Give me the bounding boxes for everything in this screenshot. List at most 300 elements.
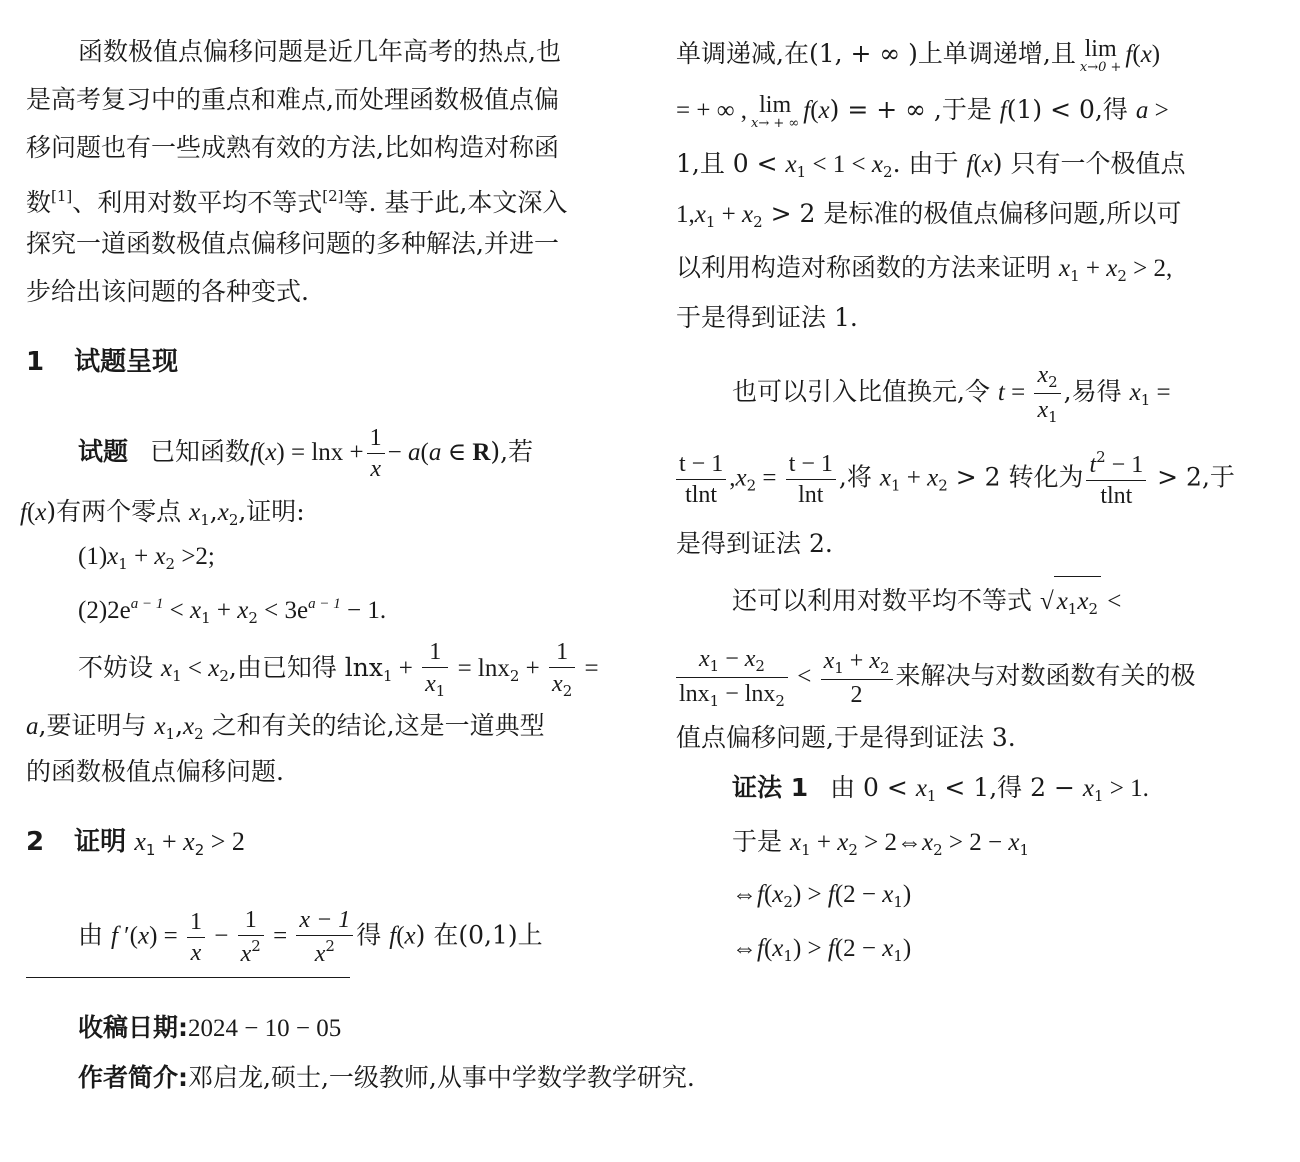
fraction (821, 648, 893, 707)
math: lnx (679, 681, 710, 707)
math: f (827, 881, 835, 908)
subscript: 2 (248, 609, 258, 627)
intro-line-5: 探究一道函数极值点偏移问题的多种解法,并进一 (26, 229, 559, 258)
math: x (137, 922, 150, 950)
math: x (208, 655, 220, 682)
lim-label: lim (1084, 36, 1117, 62)
math: x (154, 713, 166, 740)
subscript: 1 (709, 657, 720, 675)
subscript: 2 (775, 692, 785, 710)
subscript: 2 (194, 725, 204, 743)
math: x (699, 646, 710, 672)
limit (1080, 37, 1122, 74)
math: x (789, 829, 802, 856)
math: ′( (117, 922, 138, 950)
math: ) > (792, 881, 828, 908)
math: + (1079, 255, 1107, 282)
numerator: t − 1 (786, 452, 836, 480)
right-line-11 (676, 646, 1196, 709)
fraction (786, 452, 836, 507)
math: ( (810, 97, 819, 124)
subscript: 1 (118, 555, 128, 573)
text: ,证明: (238, 497, 305, 526)
math: (2)2e (78, 597, 131, 624)
superscript: 2 (251, 937, 261, 955)
math: x (1140, 41, 1152, 68)
subscript: 1 (893, 893, 903, 911)
math: x (404, 922, 416, 950)
math: > 2 − (942, 829, 1009, 856)
denominator (238, 936, 264, 966)
fraction (676, 452, 726, 507)
math: x (425, 671, 436, 697)
math: f (389, 922, 397, 950)
fraction (296, 908, 353, 966)
text: 之和有关的结论,这是一道典型 (203, 711, 545, 740)
subscript: 2 (938, 476, 948, 495)
math: x (1077, 588, 1089, 615)
section-title: 证明 (74, 827, 127, 857)
math: t (1089, 452, 1097, 478)
math: x (772, 881, 784, 908)
fraction (367, 426, 385, 481)
math: x (314, 941, 326, 967)
math: > 1. (1103, 775, 1149, 802)
subscript: 2 (746, 476, 757, 495)
math: < (790, 663, 818, 690)
math: + (127, 543, 155, 570)
text: 等. 基于此,本文深入 (343, 188, 568, 217)
author-info (78, 1054, 695, 1102)
math: ( (420, 439, 429, 466)
numerator (821, 648, 893, 680)
math: ) (902, 935, 912, 962)
subscript: 1 (1093, 787, 1104, 805)
math: x (879, 464, 891, 492)
math: > 2 (204, 827, 245, 856)
denominator: lnt (798, 481, 824, 508)
subscript: 2 (848, 841, 858, 859)
math: ( (763, 881, 773, 908)
math: x (927, 464, 939, 492)
text: ,由已知得 lnx (228, 653, 383, 682)
math: x (915, 775, 927, 802)
limit (751, 93, 799, 130)
math: f (1125, 41, 1133, 68)
subscript: 1 (890, 476, 901, 495)
math: + (210, 597, 238, 624)
right-line-8 (676, 450, 1235, 510)
subscript: 2 (1088, 600, 1098, 618)
text: 不妨设 (78, 653, 161, 682)
intro-line-2: 是高考复习中的重点和难点,而处理函数极值点偏 (26, 85, 559, 114)
footnote-divider (26, 977, 350, 978)
math: x (744, 646, 756, 672)
math: ( (26, 499, 36, 526)
right-line-10 (732, 576, 1121, 633)
math: − (719, 646, 745, 672)
received-value: 2024 − 10 − 05 (188, 1015, 342, 1042)
proof-label: 证法 1 (732, 773, 809, 802)
subscript: 2 (1048, 373, 1058, 391)
superscript: a − 1 (130, 596, 164, 612)
author-label: 作者简介: (78, 1063, 188, 1092)
math: ( (396, 922, 405, 950)
math: x (183, 827, 195, 856)
text: 以利用构造对称函数的方法来证明 (676, 253, 1059, 282)
intro-line-6: 步给出该问题的各种变式. (26, 277, 309, 306)
denominator: x (370, 456, 381, 482)
math: (1) (78, 543, 108, 570)
math: < (181, 655, 209, 682)
fraction (238, 908, 264, 966)
superscript: 2 (1096, 448, 1106, 466)
text: )有两个零点 (46, 497, 190, 526)
math: x (189, 597, 202, 624)
denominator: 2 (850, 682, 863, 708)
section-title: 试题呈现 (74, 347, 179, 377)
math: f (20, 499, 27, 526)
math: x (552, 671, 563, 697)
text: , (209, 497, 218, 526)
math: f (827, 935, 835, 962)
received-date (78, 1004, 341, 1053)
math: x (871, 151, 884, 178)
math: x (1037, 362, 1049, 388)
subscript: 1 (1048, 408, 1058, 426)
text: 由 0 < (830, 773, 916, 802)
right-line-5 (676, 244, 1172, 300)
math: x (921, 829, 934, 856)
numerator: x − 1 (296, 908, 353, 936)
math: < (163, 597, 190, 624)
math: (2 − (834, 881, 883, 908)
numerator: 1 (549, 640, 575, 668)
subscript: 1 (709, 692, 720, 710)
numerator: 1 (238, 908, 264, 936)
math: + (392, 655, 420, 682)
math: f (250, 439, 257, 466)
proof1-line-1 (732, 764, 1149, 820)
text: 已知函数 (150, 437, 251, 466)
math: x (742, 201, 754, 228)
math: ( (973, 151, 982, 178)
sqrt-sign: √ (1039, 588, 1054, 615)
para3-line-3: 的函数极值点偏移问题. (26, 757, 284, 786)
fraction (549, 640, 575, 699)
math: + (155, 827, 184, 856)
math: − lnx (719, 681, 776, 707)
math: > 2, (1126, 255, 1173, 282)
math: x (981, 151, 993, 178)
text: > 2 转化为 (947, 462, 1084, 492)
math: f (110, 922, 118, 950)
math: x (217, 499, 229, 526)
math: x (869, 648, 880, 674)
math: a (1135, 97, 1149, 124)
text: ) 只有一个极值点 (992, 149, 1186, 178)
subscript: 2 (219, 667, 229, 685)
numerator: t − 1 (676, 452, 726, 480)
text: 于是 (732, 827, 790, 856)
math: < 3e (257, 597, 309, 624)
subscript: 1 (435, 682, 446, 700)
denominator: tlnt (685, 481, 718, 508)
math: x (154, 543, 166, 570)
math: ( (1132, 41, 1141, 68)
problem-part-2 (78, 580, 386, 642)
text: 还可以利用对数平均不等式 (732, 586, 1040, 615)
math: x (1008, 829, 1020, 856)
math: ( (256, 439, 266, 466)
subscript: 1 (165, 725, 176, 743)
problem-label: 试题 (78, 437, 129, 466)
denominator (422, 668, 448, 699)
math: ⇔ (732, 881, 757, 908)
math: ) (1151, 41, 1161, 68)
subscript: 2 (879, 659, 890, 677)
section-2-heading (26, 818, 245, 874)
subscript: 1 (200, 511, 210, 529)
math: a (408, 439, 421, 466)
right-line-4 (676, 190, 1181, 246)
para4-line-1 (78, 908, 543, 966)
math: = (1150, 379, 1171, 406)
math: = (578, 655, 599, 682)
math: x (1129, 379, 1141, 406)
section-number: 2 (26, 827, 45, 857)
math: a (26, 713, 39, 740)
math: ⇔ (732, 935, 757, 962)
math: x (237, 597, 249, 624)
subscript: 1 (1067, 600, 1078, 618)
math: f (966, 151, 974, 178)
right-line-2 (676, 86, 1169, 135)
intro-line-3: 移问题也有一些成熟有效的方法,比如构造对称函 (26, 133, 559, 162)
math: = lnx (451, 655, 510, 682)
lim-sub: x→ + ∞ (751, 116, 800, 131)
numerator: 1 (367, 426, 385, 454)
math: < 1 < (806, 151, 872, 178)
math: ) > (792, 935, 828, 962)
numerator (1086, 450, 1146, 481)
text: ) = + ∞ ,于是 (829, 95, 1000, 124)
math: + (900, 464, 928, 492)
received-label: 收稿日期: (78, 1013, 188, 1042)
math: x (1106, 255, 1118, 282)
proof1-line-4 (732, 924, 911, 980)
fraction (187, 910, 205, 965)
math: − (387, 439, 409, 466)
math: f (757, 935, 764, 962)
subscript: 1 (796, 163, 807, 181)
subscript: 1 (926, 787, 937, 805)
lim-sub: x→0 + (1079, 60, 1122, 75)
math: f (999, 97, 1007, 124)
math: + (519, 655, 547, 682)
subscript: 1 (705, 213, 716, 231)
math: x (134, 827, 146, 856)
math: x (183, 713, 195, 740)
math: = (756, 464, 783, 492)
math: x (1056, 588, 1068, 615)
numerator: 1 (187, 910, 205, 938)
text: 1,且 0 < (676, 149, 786, 178)
text: 得 (356, 920, 390, 950)
math: + (843, 648, 870, 674)
subscript: 1 (145, 841, 156, 859)
citation-1[interactable]: [1] (51, 187, 73, 205)
math: f (803, 97, 811, 124)
text: ,要证明与 (38, 711, 155, 740)
math: ) = lnx + (276, 439, 364, 466)
math: x (785, 151, 797, 178)
math: x (265, 439, 277, 466)
math: = (266, 922, 294, 950)
denominator (549, 668, 575, 699)
math: > 2⇔ (857, 829, 922, 856)
section-1-heading (26, 338, 178, 386)
sqrt-content (1054, 576, 1101, 633)
superscript: a − 1 (308, 596, 341, 612)
right-line-9: 是得到证法 2. (676, 529, 833, 558)
denominator (1034, 394, 1060, 425)
math: − 1 (1105, 452, 1144, 478)
subscript: 1 (172, 667, 182, 685)
subscript: 1 (1070, 267, 1080, 285)
citation-2[interactable]: [2] (322, 187, 344, 205)
subscript: 1 (1140, 391, 1151, 409)
math: − (208, 922, 235, 950)
math: ( (763, 935, 773, 962)
text: > 2 是标准的极值点偏移问题,所以可 (762, 199, 1182, 228)
right-line-7 (732, 362, 1171, 425)
text: 、利用对数平均不等式 (72, 188, 323, 217)
math: + (810, 829, 838, 856)
text: 由 (78, 920, 111, 950)
para3-line-1 (78, 640, 599, 700)
subscript: 2 (509, 667, 520, 685)
math: x (107, 543, 119, 570)
text: 数 (26, 188, 52, 217)
math: x (240, 941, 252, 967)
math: f (757, 881, 764, 908)
subscript: 1 (1019, 841, 1029, 859)
denominator (676, 678, 788, 709)
right-line-12: 值点偏移问题,于是得到证法 3. (676, 723, 1016, 752)
math: x (1082, 775, 1094, 802)
math: < (1101, 588, 1122, 615)
math: x (837, 829, 849, 856)
text: , (175, 711, 184, 740)
subscript: 2 (228, 511, 239, 529)
lim-label: lim (759, 92, 792, 118)
text: < 1,得 2 − (936, 773, 1083, 802)
subscript: 2 (753, 213, 763, 231)
math: x (694, 201, 706, 228)
text: ) 在(0,1)上 (415, 920, 543, 950)
fraction (1086, 450, 1146, 508)
subscript: 1 (801, 841, 811, 859)
subscript: 1 (893, 947, 903, 965)
right-line-6: 于是得到证法 1. (676, 303, 858, 332)
denominator: x (190, 939, 202, 966)
text: ),若 (490, 437, 534, 466)
subscript: 2 (194, 841, 205, 859)
subscript: 1 (382, 667, 393, 685)
subscript: 1 (201, 609, 211, 627)
math: x (1037, 397, 1049, 423)
subscript: 2 (755, 657, 765, 675)
denominator: tlnt (1100, 483, 1133, 509)
subscript: 1 (834, 659, 844, 677)
math: ) (902, 881, 912, 908)
section-number: 1 (26, 347, 45, 377)
intro-line-1: 函数极值点偏移问题是近几年高考的热点,也 (78, 37, 561, 66)
right-line-1 (676, 30, 1160, 79)
author-value: 邓启龙,硕士,一级教师,从事中学数学教学研究. (188, 1063, 695, 1092)
text: > 2,于 (1149, 462, 1235, 492)
math: a (428, 439, 442, 466)
math: >2; (175, 543, 215, 570)
math: ∈ (441, 439, 473, 466)
math: (2 − (834, 935, 883, 962)
fraction (1034, 362, 1060, 425)
math: x (189, 499, 201, 526)
numerator: 1 (422, 640, 448, 668)
text: ,易得 (1063, 377, 1130, 406)
math: , (729, 464, 736, 492)
proof1-line-3 (732, 870, 911, 926)
numerator (1034, 362, 1060, 394)
math: − 1. (340, 597, 387, 624)
math: = (1004, 379, 1032, 406)
math: x (160, 655, 173, 682)
proof1-line-2 (732, 818, 1029, 874)
math: x (818, 97, 830, 124)
numerator (676, 646, 788, 678)
subscript: 2 (783, 893, 793, 911)
math: ) = (149, 922, 184, 950)
math: 1, (676, 201, 695, 228)
problem-line-1 (78, 426, 533, 481)
math: t (997, 379, 1005, 406)
math: + (715, 201, 743, 228)
subscript: 2 (883, 163, 893, 181)
subscript: 1 (783, 947, 793, 965)
math: x (735, 464, 747, 492)
math: x (823, 648, 835, 674)
subscript: 2 (165, 555, 176, 573)
superscript: 2 (325, 937, 335, 955)
fraction (422, 640, 448, 699)
math: R (472, 439, 491, 466)
text: (1) < 0,得 (1006, 95, 1136, 124)
math: x (35, 499, 47, 526)
math: > (1148, 97, 1169, 124)
math: x (772, 935, 784, 962)
math: = + ∞ , (676, 97, 748, 124)
denominator (296, 936, 353, 966)
subscript: 2 (933, 841, 943, 859)
math: x (882, 935, 894, 962)
text: 单调递减,在(1, + ∞ )上单调递增,且 (676, 39, 1076, 68)
subscript: 2 (1117, 267, 1127, 285)
text: 来解决与对数函数有关的极 (895, 661, 1196, 690)
math: x (882, 881, 894, 908)
text: . 由于 (892, 149, 967, 178)
intro-line-4 (26, 172, 567, 227)
